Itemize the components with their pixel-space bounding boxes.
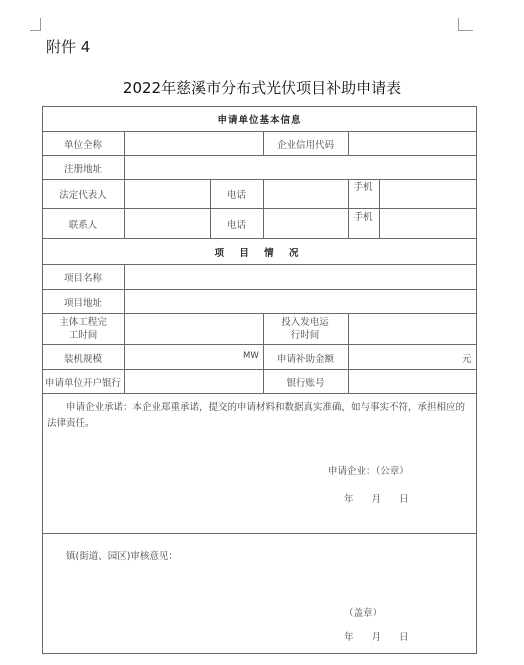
- credit-code-label: 企业信用代码: [276, 140, 334, 151]
- bank-field[interactable]: [124, 369, 263, 393]
- project-info-heading: 项 目 情 况: [214, 248, 305, 259]
- completion-time-label: 主体工程完工时间: [59, 317, 107, 341]
- contact-mobile-label: 手机: [353, 212, 373, 223]
- review-opinion-label: 镇(街道、园区)审核意见：: [66, 551, 178, 562]
- review-date: 年 月 日: [344, 632, 409, 643]
- applicant-info-heading: 申请单位基本信息: [217, 115, 302, 126]
- bank-label: 申请单位开户银行: [44, 378, 121, 389]
- capacity-unit: MW: [243, 351, 259, 361]
- form-title: 2022年慈溪市分布式光伏项目补助申请表: [122, 79, 402, 97]
- account-label: 银行账号: [286, 378, 325, 389]
- mobile-field[interactable]: [379, 179, 477, 208]
- annex-label: 附件 4: [46, 38, 91, 56]
- unit-name-field[interactable]: [124, 131, 263, 155]
- amount-unit: 元: [462, 354, 472, 365]
- project-address-field[interactable]: [124, 289, 477, 313]
- contact-mobile-field[interactable]: [379, 208, 477, 238]
- phone-label: 电话: [226, 190, 246, 201]
- legal-rep-label: 法定代表人: [59, 190, 107, 201]
- subsidy-amount-label: 申请补助金额: [276, 354, 334, 365]
- phone-field[interactable]: [263, 179, 348, 208]
- reg-address-label: 注册地址: [63, 164, 102, 175]
- credit-code-field[interactable]: [348, 131, 477, 155]
- mobile-label: 手机: [353, 182, 373, 193]
- project-address-label: 项目地址: [63, 298, 102, 309]
- project-name-field[interactable]: [124, 264, 477, 289]
- operation-time-label: 投入发电运行时间: [281, 317, 329, 341]
- operation-time-field[interactable]: [348, 313, 477, 344]
- contact-phone-field[interactable]: [263, 208, 348, 238]
- contact-label: 联系人: [68, 220, 98, 231]
- account-field[interactable]: [348, 369, 477, 393]
- contact-phone-label: 电话: [226, 220, 246, 231]
- project-name-label: 项目名称: [63, 273, 102, 284]
- legal-rep-field[interactable]: [124, 179, 210, 208]
- unit-name-label: 单位全称: [63, 140, 102, 151]
- capacity-label: 装机规模: [63, 354, 102, 365]
- reg-address-field[interactable]: [124, 155, 477, 179]
- commitment-text: 申请企业承诺：本企业郑重承诺，提交的申请材料和数据真实准确，如与事实不符，承担相应的法律责任。: [47, 402, 466, 429]
- contact-field[interactable]: [124, 208, 210, 238]
- review-seal: （盖章）: [344, 608, 383, 619]
- commitment-signer: 申请企业：（公章）: [328, 466, 409, 477]
- commitment-date: 年 月 日: [344, 494, 409, 505]
- completion-time-field[interactable]: [124, 313, 263, 344]
- subsidy-amount-field[interactable]: [348, 344, 477, 369]
